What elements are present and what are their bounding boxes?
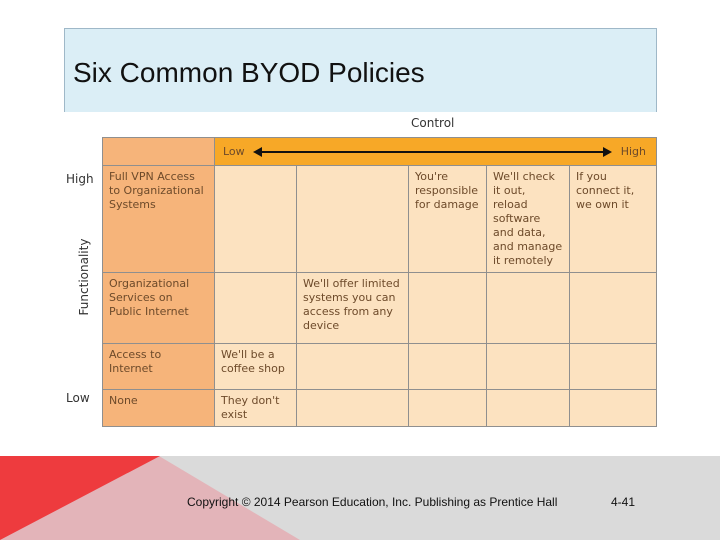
table-cell: You're responsible for damage bbox=[409, 166, 487, 273]
table-cell bbox=[570, 390, 657, 427]
control-axis-label: Control bbox=[411, 116, 455, 130]
row-label: Organizational Services on Public Internet bbox=[103, 273, 215, 344]
table-cell bbox=[297, 390, 409, 427]
footer-decoration-red bbox=[0, 456, 160, 540]
table-cell bbox=[570, 344, 657, 390]
table-cell: We'll check it out, reload software and data, and manage it remotely bbox=[487, 166, 570, 273]
table-row bbox=[103, 390, 657, 427]
title-box bbox=[64, 28, 657, 112]
table-row bbox=[103, 344, 657, 390]
functionality-high-label: High bbox=[66, 172, 94, 186]
table-cell: We'll be a coffee shop bbox=[215, 344, 297, 390]
table-row bbox=[103, 166, 657, 273]
table-cell bbox=[297, 166, 409, 273]
row-label: Full VPN Access to Organizational Systems bbox=[103, 166, 215, 273]
table-cell bbox=[409, 344, 487, 390]
table-cell bbox=[570, 273, 657, 344]
table-cell bbox=[409, 273, 487, 344]
table-cell: We'll offer limited systems you can access from any device bbox=[297, 273, 409, 344]
functionality-axis-label: Functionality bbox=[77, 238, 91, 316]
row-label: None bbox=[103, 390, 215, 427]
arrow-right-icon bbox=[603, 147, 612, 157]
table-cell bbox=[215, 166, 297, 273]
table-cell: If you connect it, we own it bbox=[570, 166, 657, 273]
table-cell bbox=[487, 344, 570, 390]
row-label: Access to Internet bbox=[103, 344, 215, 390]
table-cell bbox=[487, 390, 570, 427]
control-scale-header bbox=[215, 138, 657, 166]
byod-policy-grid bbox=[102, 137, 657, 427]
functionality-low-label: Low bbox=[66, 391, 90, 405]
table-cell bbox=[409, 390, 487, 427]
control-high-label: High bbox=[620, 145, 646, 158]
table-cell bbox=[297, 344, 409, 390]
table-cell bbox=[215, 273, 297, 344]
control-scale-line bbox=[261, 151, 604, 153]
slide-title: Six Common BYOD Policies bbox=[73, 57, 425, 88]
copyright-footer: Copyright © 2014 Pearson Education, Inc. Publishing as Prentice Hall bbox=[187, 495, 558, 509]
table-row bbox=[103, 273, 657, 344]
page-number: 4-41 bbox=[611, 495, 636, 509]
table-cell: They don't exist bbox=[215, 390, 297, 427]
control-low-label: Low bbox=[223, 145, 245, 158]
grid-corner bbox=[103, 138, 215, 166]
table-cell bbox=[487, 273, 570, 344]
